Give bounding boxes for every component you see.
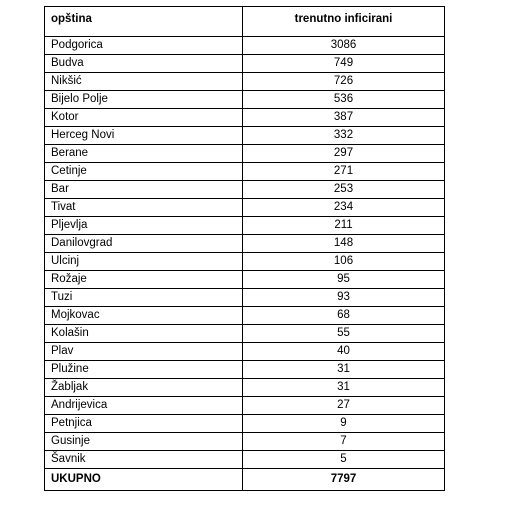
infected-count-cell: 93 — [243, 289, 445, 307]
table-row — [45, 253, 445, 271]
table-body — [45, 37, 445, 469]
table-row — [45, 163, 445, 181]
infected-count-cell: 253 — [243, 181, 445, 199]
municipality-cell: Kolašin — [45, 325, 243, 343]
infected-count-cell: 726 — [243, 73, 445, 91]
table-row — [45, 343, 445, 361]
infected-count-cell: 31 — [243, 379, 445, 397]
column-header-municipality: opština — [45, 7, 243, 37]
infected-count-cell: 106 — [243, 253, 445, 271]
infected-count-cell: 271 — [243, 163, 445, 181]
municipality-cell: Berane — [45, 145, 243, 163]
infected-count-cell: 5 — [243, 451, 445, 469]
infected-count-cell: 55 — [243, 325, 445, 343]
table-row — [45, 217, 445, 235]
table-row — [45, 73, 445, 91]
infected-count-cell: 9 — [243, 415, 445, 433]
table-row — [45, 307, 445, 325]
infected-count-cell: 7 — [243, 433, 445, 451]
infected-count-cell: 387 — [243, 109, 445, 127]
infected-count-cell: 27 — [243, 397, 445, 415]
municipality-cell: Pljevlja — [45, 217, 243, 235]
table-row — [45, 379, 445, 397]
municipality-cell: Bijelo Polje — [45, 91, 243, 109]
infected-count-cell: 3086 — [243, 37, 445, 55]
table-row — [45, 325, 445, 343]
table-row — [45, 91, 445, 109]
table-row — [45, 109, 445, 127]
infected-count-cell: 148 — [243, 235, 445, 253]
table-row — [45, 145, 445, 163]
municipality-cell: Cetinje — [45, 163, 243, 181]
infected-count-cell: 31 — [243, 361, 445, 379]
municipality-cell: Bar — [45, 181, 243, 199]
infections-table — [44, 6, 445, 491]
column-header-currently-infected: trenutno inficirani — [243, 7, 445, 37]
municipality-cell: Petnjica — [45, 415, 243, 433]
header-row — [45, 7, 445, 37]
infected-count-cell: 68 — [243, 307, 445, 325]
table-row — [45, 37, 445, 55]
total-value: 7797 — [243, 469, 445, 491]
table-row — [45, 361, 445, 379]
municipality-cell: Tuzi — [45, 289, 243, 307]
municipality-cell: Gusinje — [45, 433, 243, 451]
municipality-cell: Šavnik — [45, 451, 243, 469]
municipality-cell: Žabljak — [45, 379, 243, 397]
municipality-cell: Plužine — [45, 361, 243, 379]
table-row — [45, 415, 445, 433]
municipality-cell: Andrijevica — [45, 397, 243, 415]
infected-count-cell: 95 — [243, 271, 445, 289]
infected-count-cell: 332 — [243, 127, 445, 145]
municipality-cell: Herceg Novi — [45, 127, 243, 145]
table-row — [45, 289, 445, 307]
municipality-cell: Plav — [45, 343, 243, 361]
municipality-cell: Mojkovac — [45, 307, 243, 325]
municipality-cell: Danilovgrad — [45, 235, 243, 253]
table-row — [45, 181, 445, 199]
infected-count-cell: 40 — [243, 343, 445, 361]
municipality-cell: Budva — [45, 55, 243, 73]
table-row — [45, 433, 445, 451]
municipality-cell: Podgorica — [45, 37, 243, 55]
table-row — [45, 199, 445, 217]
total-label: UKUPNO — [45, 469, 243, 491]
infected-count-cell: 211 — [243, 217, 445, 235]
table-row — [45, 397, 445, 415]
municipality-cell: Nikšić — [45, 73, 243, 91]
table-row — [45, 55, 445, 73]
table-row — [45, 271, 445, 289]
municipality-cell: Kotor — [45, 109, 243, 127]
municipality-cell: Ulcinj — [45, 253, 243, 271]
infected-count-cell: 749 — [243, 55, 445, 73]
infected-count-cell: 536 — [243, 91, 445, 109]
infected-count-cell: 297 — [243, 145, 445, 163]
table-row — [45, 235, 445, 253]
municipality-cell: Rožaje — [45, 271, 243, 289]
total-row — [45, 469, 445, 491]
table-row — [45, 451, 445, 469]
municipality-cell: Tivat — [45, 199, 243, 217]
infected-count-cell: 234 — [243, 199, 445, 217]
table-row — [45, 127, 445, 145]
